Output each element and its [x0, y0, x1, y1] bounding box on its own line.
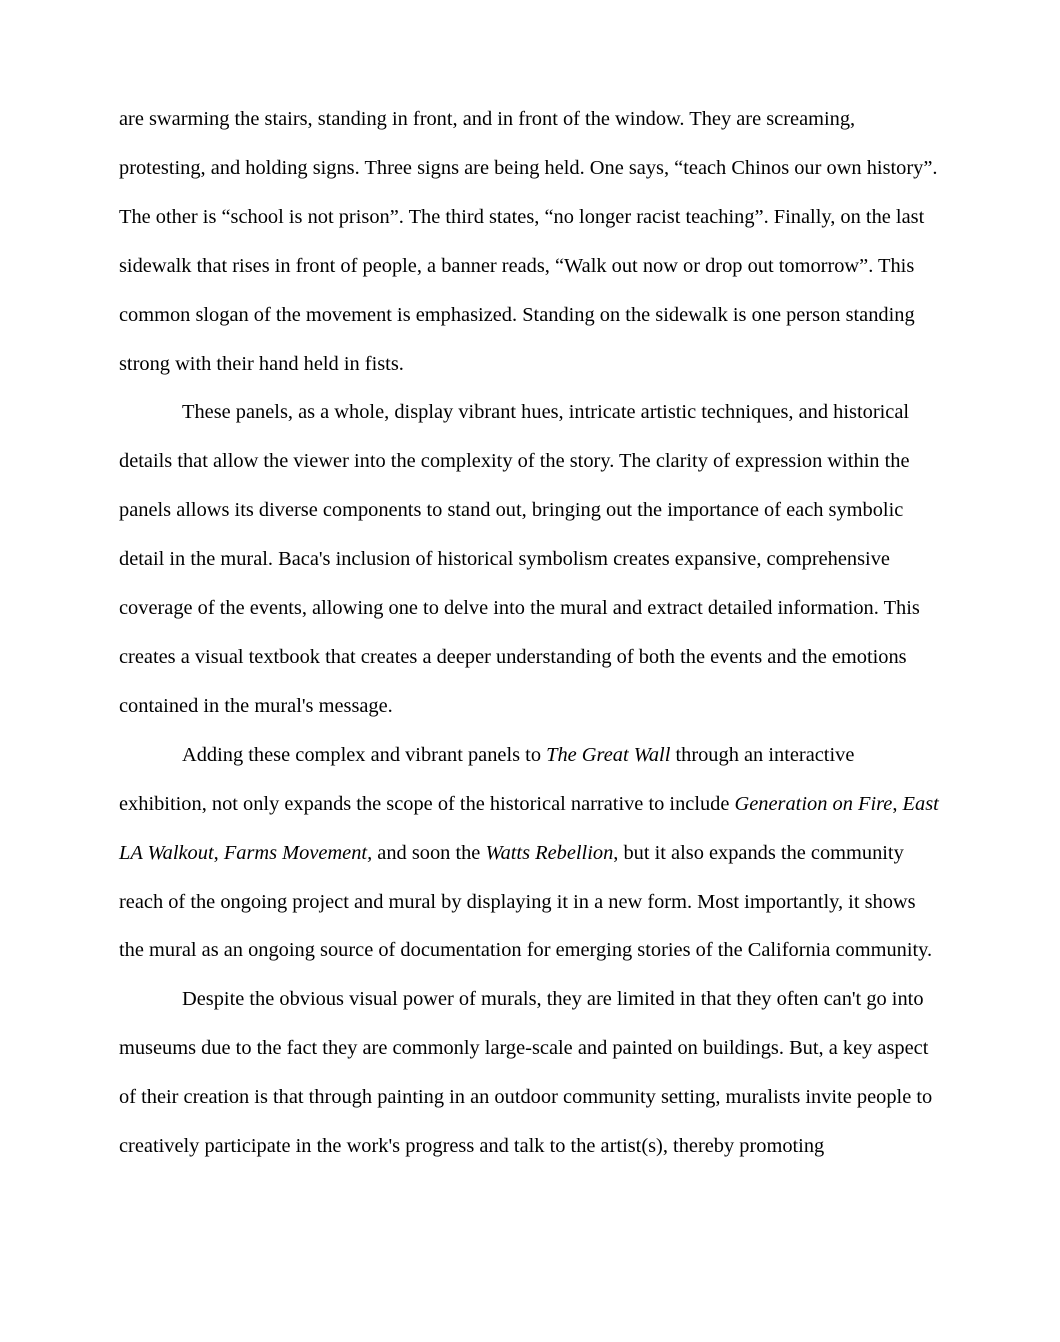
- paragraph-4-text: Despite the obvious visual power of murals, they are limited in that they often can't go into museums due to the fact they are commonly large-scale and painted on buildings. But, a key aspect of their creation is that through painting in an outdoor community setting, muralists invite people to creatively participate in the work's progress and talk to the artist(s), thereby promoting: [119, 988, 933, 1158]
- paragraph-3-text-4: ,: [213, 841, 224, 864]
- paragraph-3-text-2: through an interactive exhibition, not only expands the scope of the historical narrative to include: [119, 743, 855, 815]
- paragraph-2: [119, 388, 945, 730]
- paragraph-3-text-5: and soon the: [372, 841, 486, 864]
- paragraph-2-text: These panels, as a whole, display vibrant hues, intricate artistic techniques, and historical details that allow the viewer into the complexity of the story. The clarity of expression within the panels allows its diverse components to stand out, bringing out the importance of each symbolic detail in the mural. Baca's inclusion of historical symbolism creates expansive, comprehensive coverage of the events, allowing one to delve into the mural and extract detailed information. This creates a visual textbook that creates a deeper understanding of both the events and the emotions contained in the mural's message.: [119, 401, 920, 717]
- paragraph-3-text-1: Adding these complex and vibrant panels to: [182, 743, 547, 766]
- paragraph-1: [119, 95, 945, 388]
- title-generation-on-fire: Generation on Fire: [734, 792, 893, 815]
- title-farms-movement: Farms Movement,: [223, 841, 373, 864]
- paragraph-3-text-6: , but it also expands the community reach of the ongoing project and mural by displaying it in a new form. Most importantly, it shows the mural as an ongoing source of documentation for emerging stories of the California community.: [119, 841, 933, 962]
- title-watts-rebellion: Watts Rebellion: [485, 841, 614, 864]
- paragraph-1-text: are swarming the stairs, standing in front, and in front of the window. They are screaming, protesting, and holding signs. Three signs are being held. One says, “teach Chinos our own history”. The other is “school is not prison”. The third states, “no longer racist teaching”. Finally, on the last sidewalk that rises in front of people, a banner reads, “Walk out now or drop out tomorrow”. This common slogan of the movement is emphasized. Standing on the sidewalk is one person standing strong with their hand held in fists.: [119, 108, 938, 375]
- paragraph-4: [119, 975, 945, 1171]
- document-body: [119, 95, 945, 1171]
- title-the-great-wall: The Great Wall: [546, 743, 671, 766]
- paragraph-3-text-3: ,: [892, 792, 903, 815]
- paragraph-3: [119, 731, 945, 976]
- title-east-la-walkout: East LA Walkout: [119, 792, 939, 864]
